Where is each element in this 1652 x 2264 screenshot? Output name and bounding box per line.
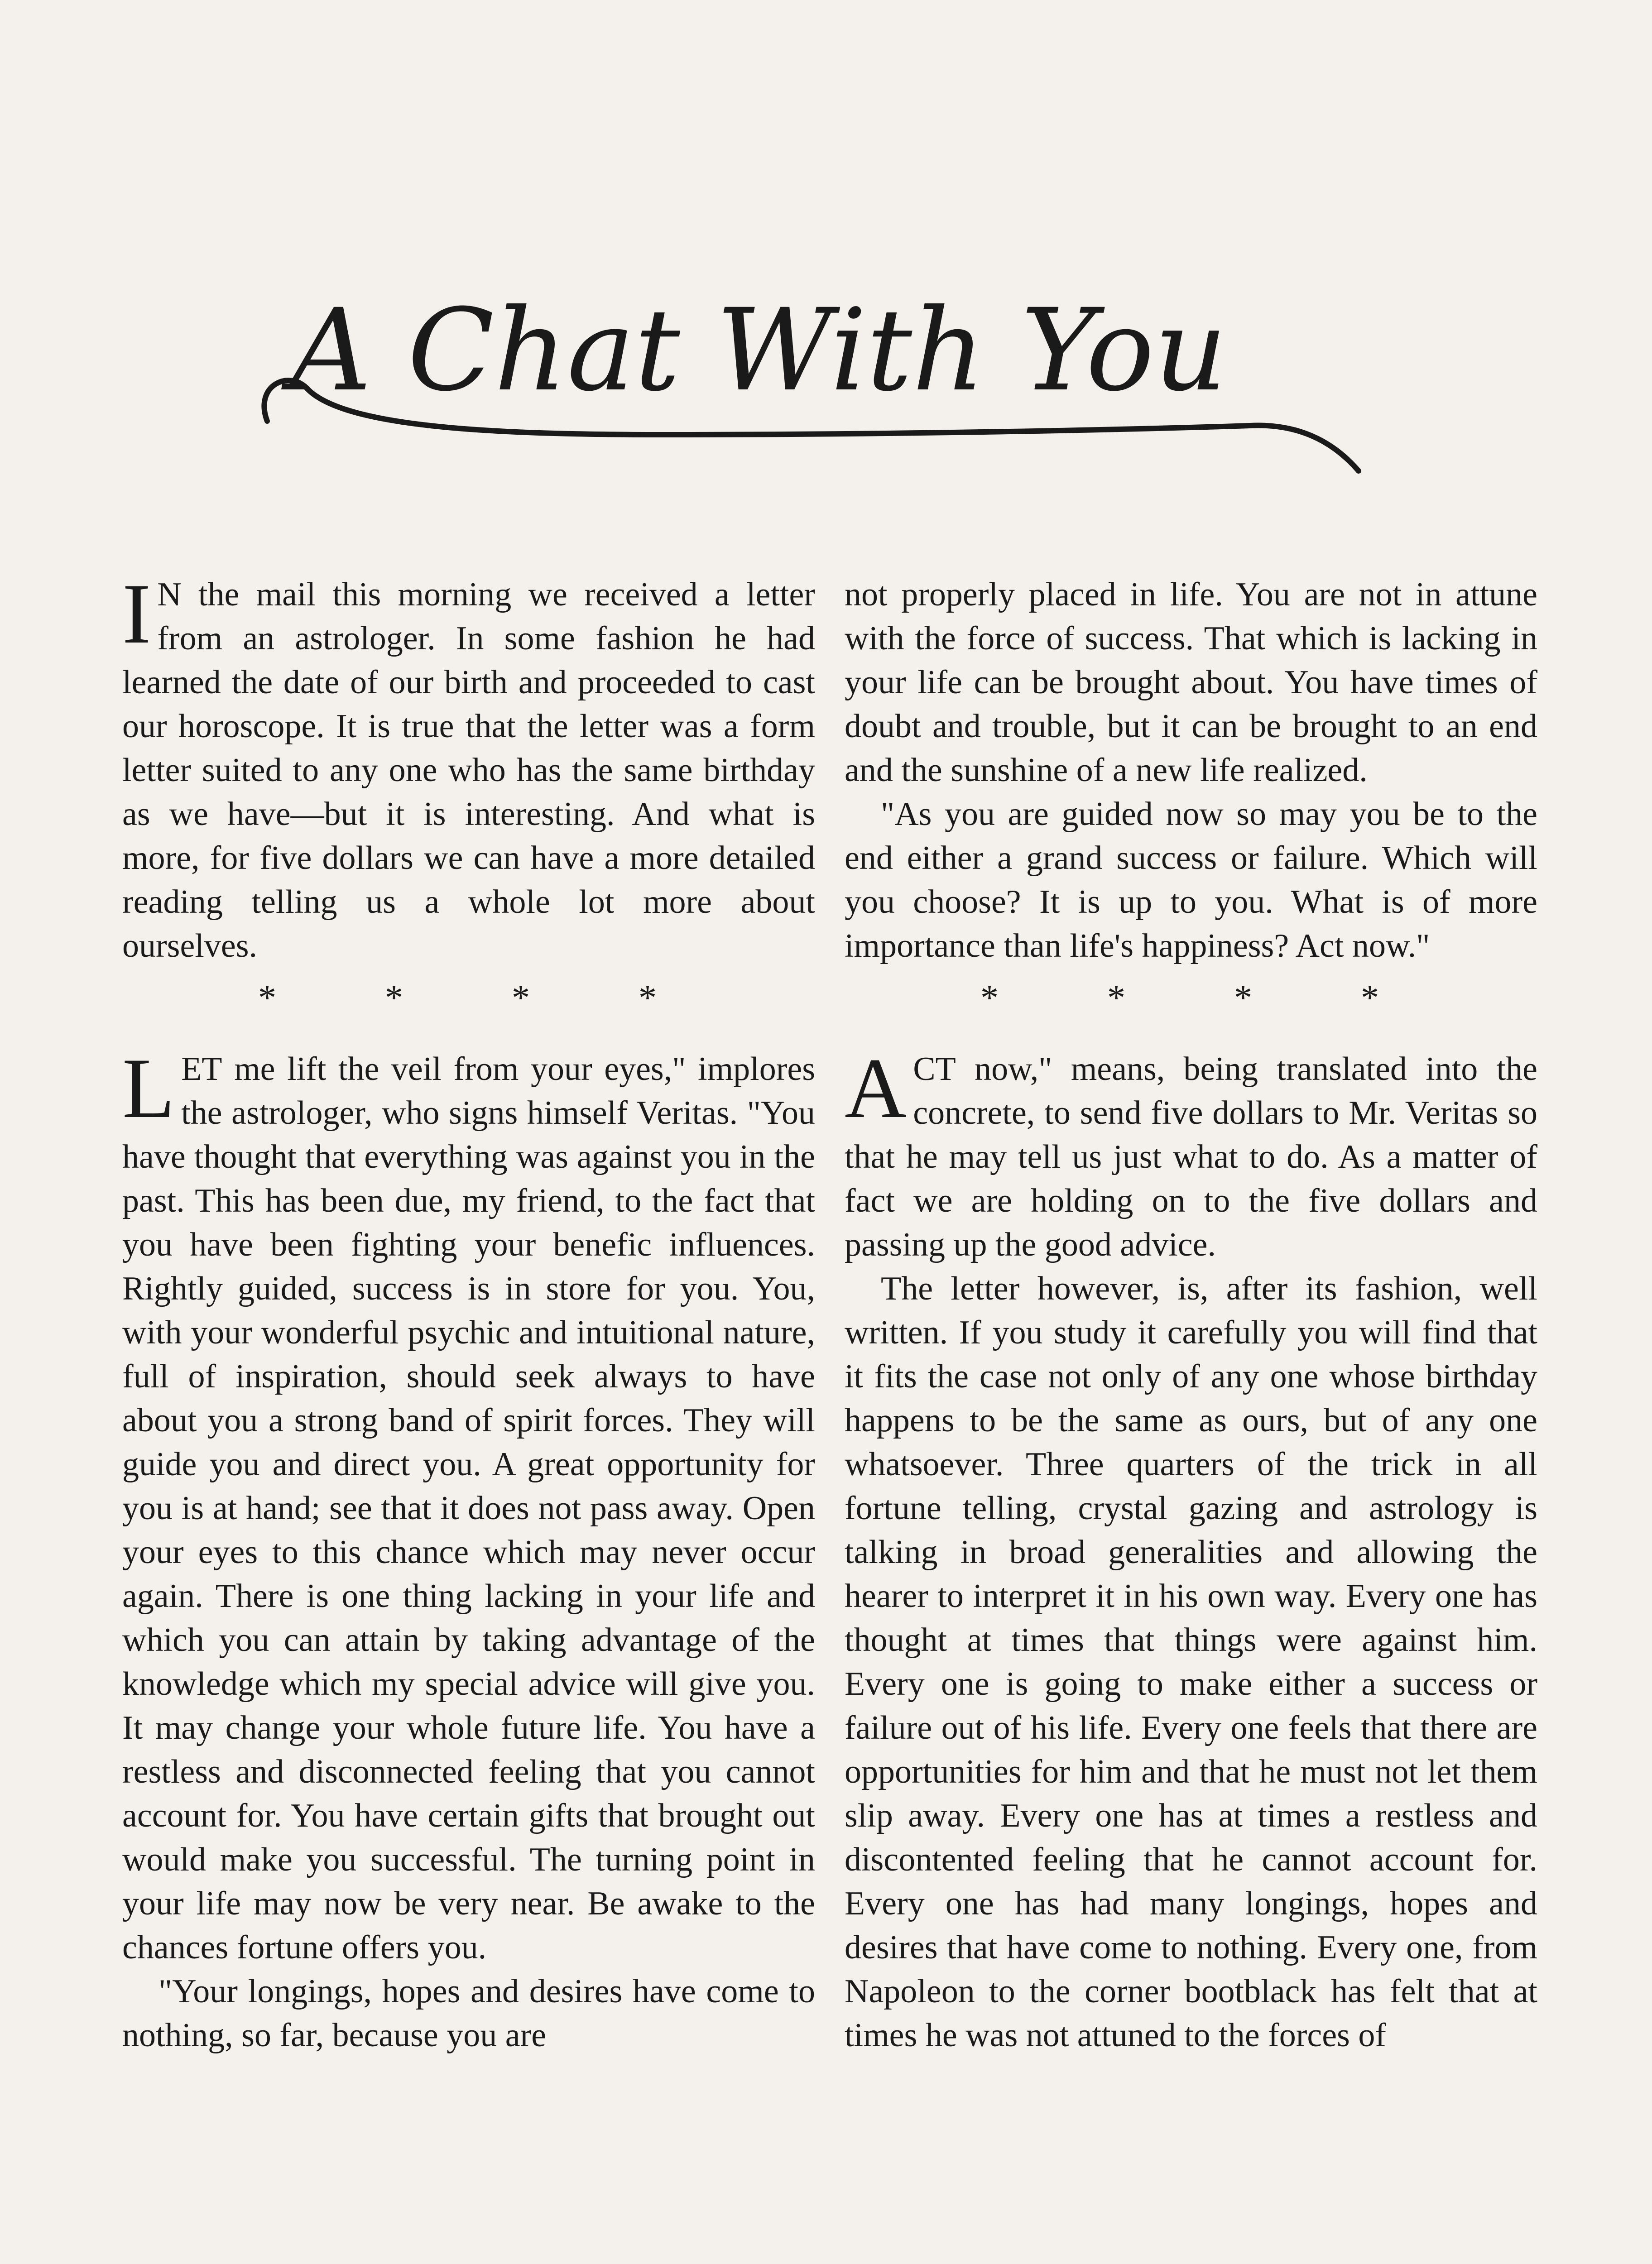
lead-in: CT [913, 1050, 956, 1088]
left-column [122, 566, 815, 2058]
paragraph-guided: "As you are guided now so may you be to the end either a grand success or failure. Which will you choose? It is up to you. What is of more importance than life's happiness? Act now." [845, 796, 1537, 964]
lead-in: N [157, 576, 182, 613]
paragraph-mail [122, 566, 815, 968]
section-divider: * * * * [258, 978, 706, 1018]
drop-cap: A [845, 1041, 907, 1136]
drop-cap: L [122, 1041, 175, 1136]
paragraph-longings: "Your longings, hopes and desires have come to nothing, so far, because you are [122, 1973, 815, 2054]
paragraph-act-now [845, 1041, 1537, 1267]
drop-cap: I [122, 566, 151, 662]
paragraph-text: me lift the veil from your eyes," implores the astrologer, who signs himself Veritas. "You have thought that everything was against you in the past. This has been due, my friend, to the fact that you have been fighting your benefic influences. Rightly guided, success is in store for you. You, with your wonderful psychic and intuitional nature, full of inspiration, should seek always to have about you a strong band of spirit forces. They will guide you and direct you. A great opportunity for you is at hand; see that it does not pass away. Open your eyes to this chance which may never occur again. There is one thing lacking in your life and which you can attain by taking advantage of the knowledge which my special advice will give you. It may change your whole future life. You have a restless and disconnected feeling that you cannot account for. You have certain gifts that brought out would make you successful. The turning point in your life may now be very near. Be awake to the chances fortune offers you. [122, 1050, 815, 1966]
paragraph-text: the mail this morning we received a letter from an astrologer. In some fashion he had learned the date of our birth and proceeded to cast our horoscope. It is true that the letter was a form letter suited to any one who has the same birthday as we have—but it is interesting. And what is more, for five dollars we can have a more detailed reading telling us a whole lot more about ourselves. [122, 576, 815, 964]
right-column [845, 573, 1537, 2058]
paragraph-letter: The letter however, is, after its fashion, well written. If you study it carefully you will find that it fits the case not only of any one whose birthday happens to be the same as ours, but of any one whatsoever. Three quarters of the trick in all fortune telling, crystal gazing and astrology is talking in broad generalities and allowing the hearer to interpret it in his own way. Every one has thought at times that things were against him. Every one is going to make either a success or failure out of his life. Every one feels that there are opportunities for him and that he must not let them slip away. Every one has at times a restless and discontented feeling that he cannot account for. Every one has had many longings, hopes and desires that have come to nothing. Every one, from Napoleon to the corner bootblack has felt that at times he was not attuned to the forces of [845, 1270, 1537, 2054]
paragraph-text: now," means, being translated into the concrete, to send five dollars to Mr. Veritas so that he may tell us just what to do. As a matter of fact we are holding on to the five dollars and passing up the good advice. [845, 1050, 1537, 1263]
page-title-text: A Chat With You [290, 284, 1227, 416]
lead-in: ET [181, 1050, 222, 1088]
section-divider: * * * * [980, 978, 1429, 1018]
paragraph-veil [122, 1041, 815, 1970]
page-title [254, 272, 1368, 489]
paragraph-not-placed: not properly placed in life. You are not in attune with the force of success. That which is lacking in your life can be brought about. You have times of doubt and trouble, but it can be brought to an end and the sunshine of a new life realized. [845, 576, 1537, 789]
